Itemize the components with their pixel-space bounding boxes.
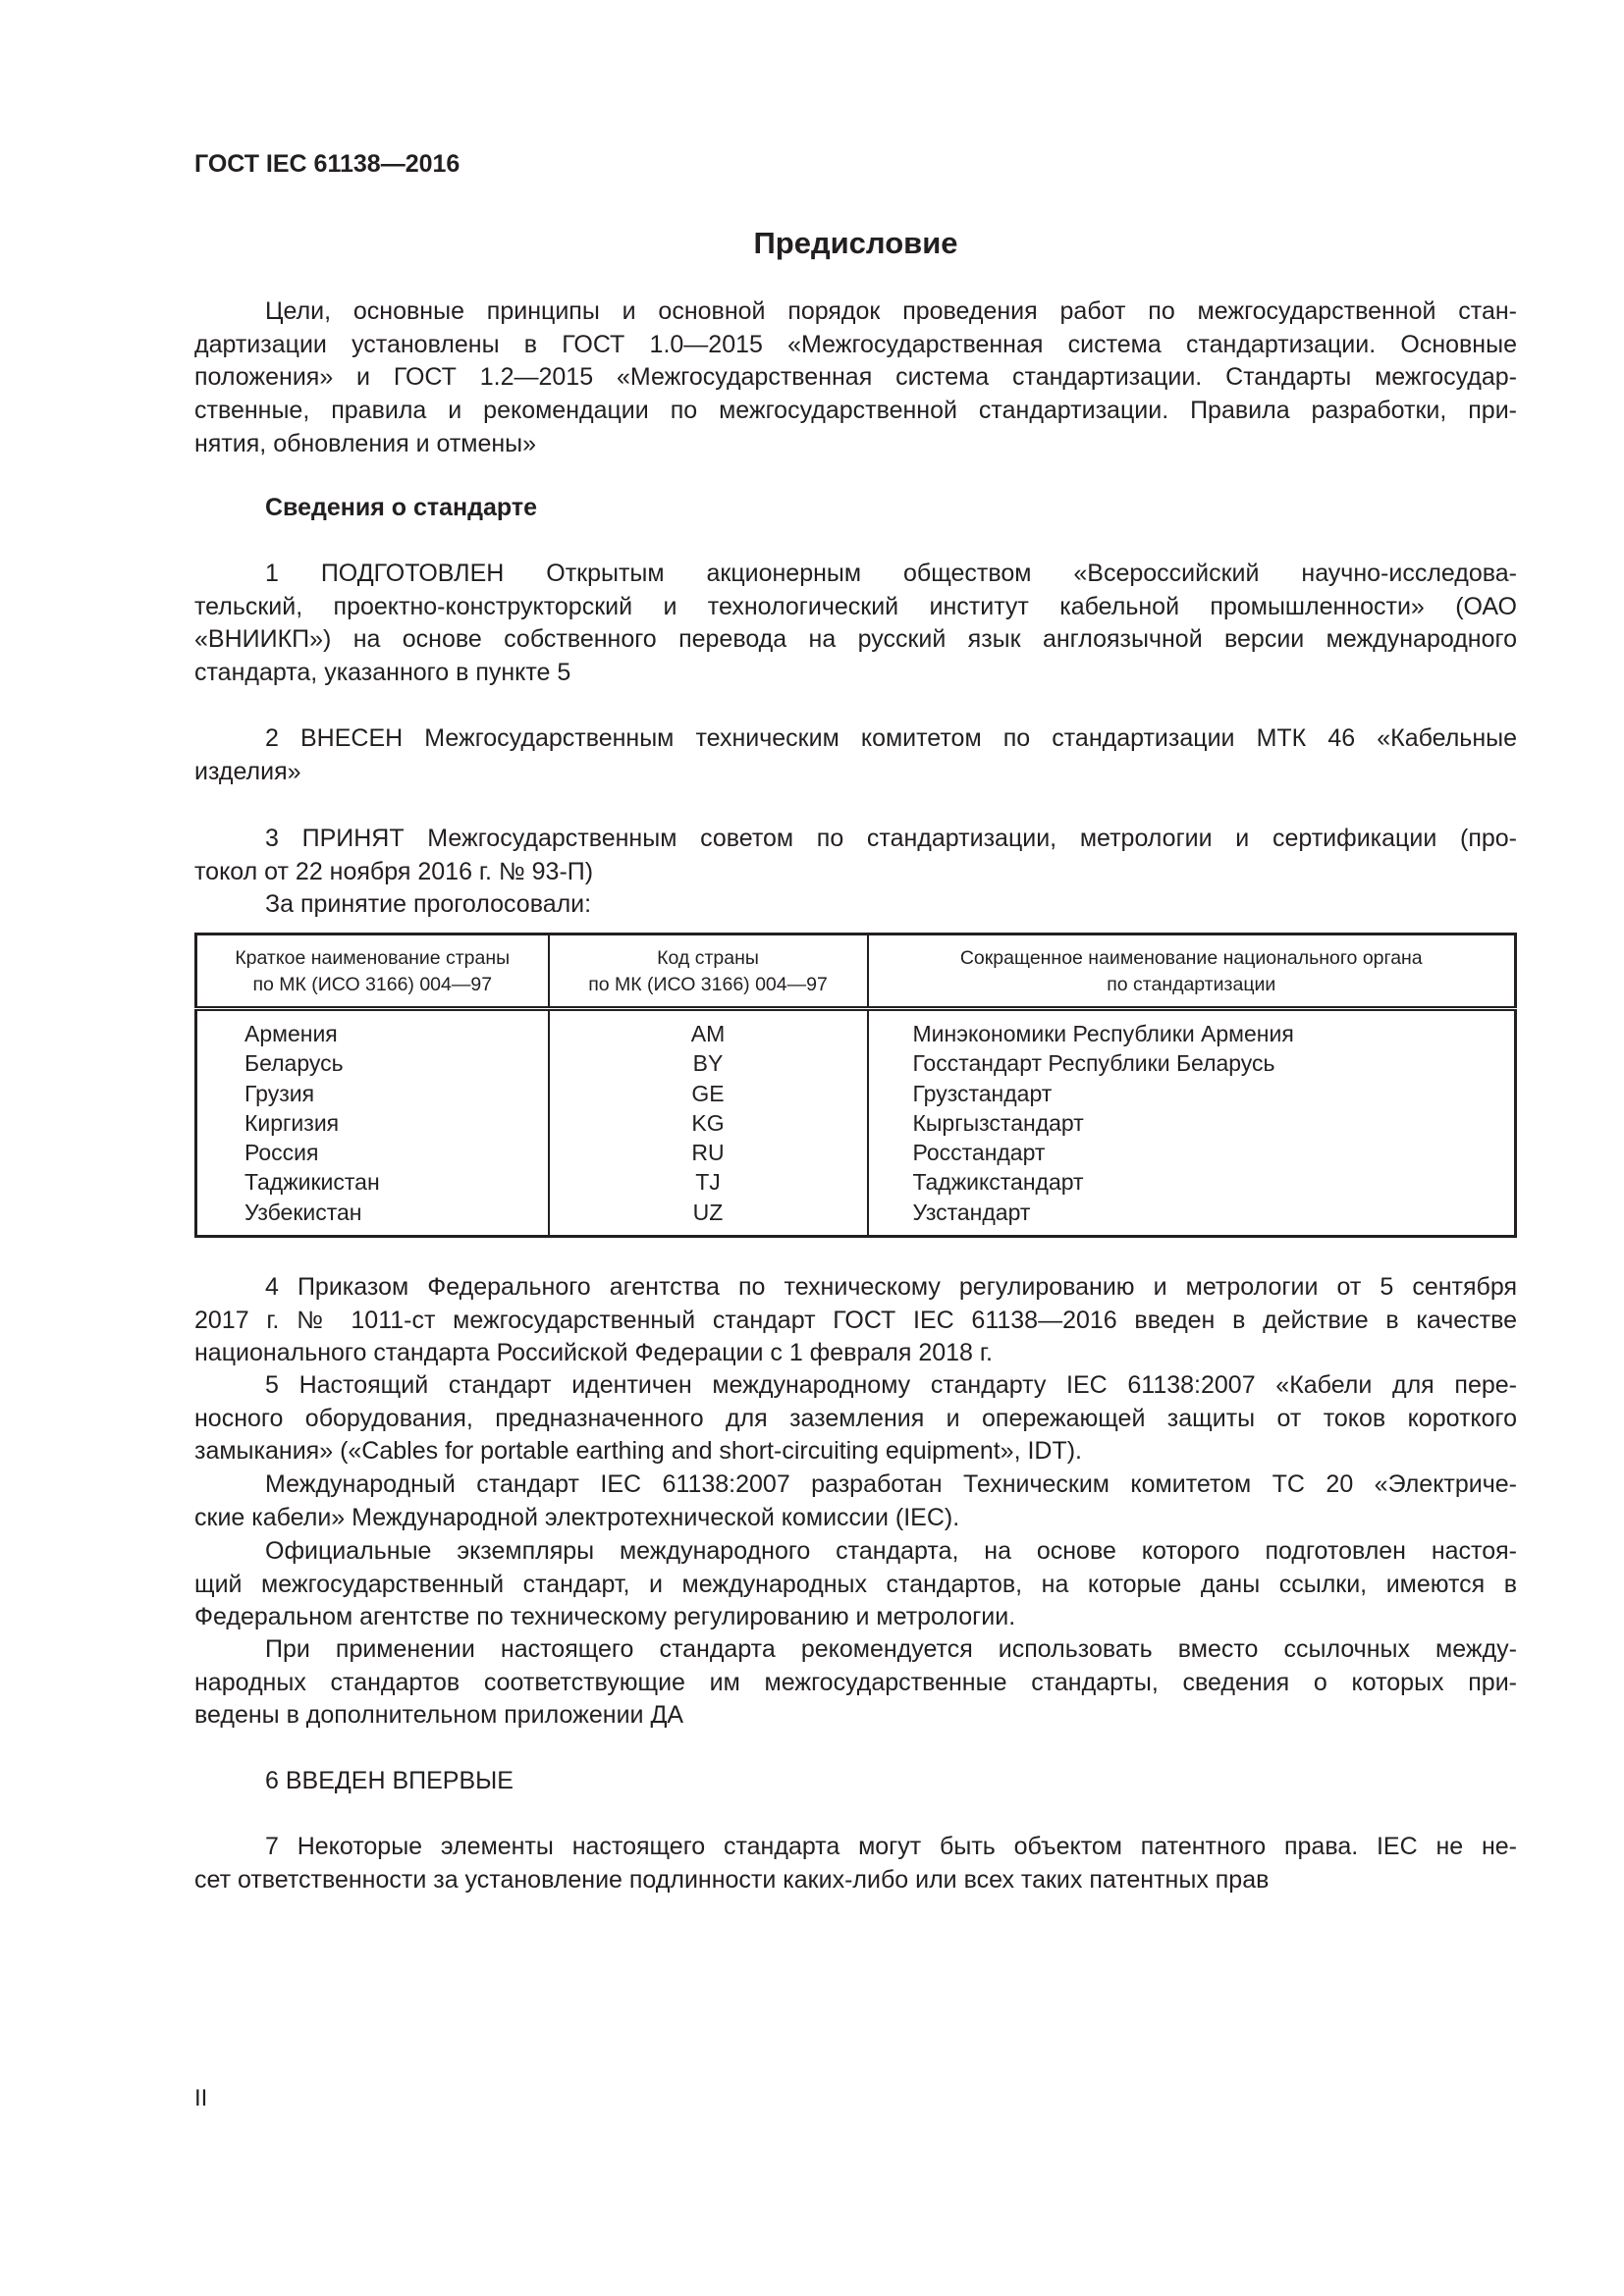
- standards-body: Кыргызстандарт: [912, 1109, 1084, 1136]
- text-line: национального стандарта Российской Федерации с 1 февраля 2018 г.: [194, 1339, 993, 1367]
- item-6: [194, 1765, 1517, 1798]
- item-3: [194, 823, 1517, 888]
- country-name: Узбекистан: [244, 1199, 362, 1225]
- standards-body: Росстандарт: [912, 1140, 1046, 1166]
- text-line: нятия, обновления и отмены»: [194, 429, 537, 457]
- text-line: Международный стандарт IEC 61138:2007 разработан Техническим комитетом ТС 20 «Электриче-: [265, 1470, 1517, 1498]
- standards-body-column: [868, 1009, 1516, 1237]
- country-code: RU: [691, 1140, 725, 1166]
- item-2: [194, 722, 1517, 788]
- text-line: положения» и ГОСТ 1.2—2015 «Межгосударственная система стандартизации. Стандарты межгосудар-: [194, 363, 1517, 392]
- country-name: Армения: [244, 1021, 338, 1046]
- country-name: Таджикистан: [244, 1169, 380, 1196]
- text-line: 5 Настоящий стандарт идентичен международному стандарту IEC 61138:2007 «Кабели для пере-: [265, 1371, 1517, 1399]
- text-line: щий межгосударственный стандарт, и международных стандартов, на которые даны ссылки, имеются в: [194, 1570, 1517, 1598]
- text-line: изделия»: [194, 757, 301, 785]
- country-name: Россия: [244, 1140, 319, 1166]
- country-code: AM: [690, 1021, 726, 1046]
- text-line: Официальные экземпляры международного стандарта, на основе которого подготовлен настоя-: [265, 1537, 1517, 1565]
- item-7: [194, 1831, 1517, 1896]
- text-line: 7 Некоторые элементы настоящего стандарта могут быть объектом патентного права. IEC не не-: [265, 1833, 1517, 1860]
- text-line: дартизации установлены в ГОСТ 1.0—2015 «Межгосударственная система стандартизации. Основные: [194, 330, 1517, 358]
- text-line: ведены в дополнительном приложении ДА: [194, 1701, 684, 1730]
- section-heading: Сведения о стандарте: [265, 494, 538, 521]
- text-line: ские кабели» Международной электротехнической комиссии (IEC).: [194, 1503, 960, 1531]
- item-5-application: [194, 1633, 1517, 1733]
- item-5-committee: [194, 1468, 1517, 1534]
- standards-body: Госстандарт Республики Беларусь: [912, 1050, 1275, 1077]
- standards-body: Таджикстандарт: [912, 1169, 1084, 1196]
- text-line: «ВНИИКП») на основе собственного перевода на русский язык англоязычной версии международного: [194, 625, 1517, 654]
- intro-paragraph: [194, 295, 1517, 460]
- text-line: замыкания» («Cables for portable earthing and short-circuiting equipment», IDT).: [194, 1437, 1083, 1466]
- item-1: [194, 558, 1517, 690]
- text-line: ственные, правила и рекомендации по межгосударственной стандартизации. Правила разработки, при-: [194, 397, 1517, 425]
- text-line: 3 ПРИНЯТ Межгосударственным советом по стандартизации, метрологии и сертификации (про-: [265, 825, 1517, 852]
- page-number: II: [194, 2085, 208, 2111]
- voting-countries-table: [194, 933, 1517, 1238]
- standards-body: Грузстандарт: [912, 1080, 1053, 1106]
- text-line: Цели, основные принципы и основной порядок проведения работ по межгосударственной стан-: [265, 297, 1517, 325]
- text-line: При применении настоящего стандарта рекомендуется использовать вместо ссылочных между-: [265, 1635, 1517, 1663]
- text-line: токол от 22 ноября 2016 г. № 93-П): [194, 857, 594, 885]
- item-5-copies: [194, 1535, 1517, 1634]
- text-line: носного оборудования, предназначенного для заземления и опережающей защиты от токов короткого: [194, 1404, 1517, 1432]
- country-code: UZ: [692, 1199, 724, 1225]
- text-line: 4 Приказом Федерального агентства по техническому регулированию и метрологии от 5 сентября: [265, 1273, 1517, 1301]
- standards-body: Минэкономики Республики Армения: [912, 1021, 1294, 1046]
- document-code: ГОСТ IEC 61138—2016: [194, 150, 460, 178]
- text-line: Федеральном агентстве по техническому регулированию и метрологии.: [194, 1603, 1016, 1631]
- text-line: 6 ВВЕДЕН ВПЕРВЫЕ: [265, 1767, 514, 1794]
- column-header-country: Краткое наименование страны по МК (ИСО 3166) 004—97: [196, 934, 549, 1009]
- table-body-row: [196, 1009, 1516, 1237]
- country-code: GE: [691, 1080, 725, 1106]
- country-name: Киргизия: [244, 1109, 340, 1136]
- item-5: [194, 1369, 1517, 1468]
- country-name: Беларусь: [244, 1050, 344, 1077]
- country-code: KG: [691, 1109, 725, 1136]
- country-code: BY: [692, 1050, 724, 1077]
- column-header-code: Код страны по МК (ИСО 3166) 004—97: [549, 934, 868, 1009]
- standards-body: Узстандарт: [912, 1199, 1031, 1225]
- vote-label: За принятие проголосовали:: [265, 890, 592, 918]
- text-line: 2 ВНЕСЕН Межгосударственным техническим комитетом по стандартизации МТК 46 «Кабельные: [265, 724, 1517, 752]
- text-line: народных стандартов соответствующие им межгосударственные стандарты, сведения о которых при-: [194, 1668, 1517, 1696]
- text-line: 1 ПОДГОТОВЛЕН Открытым акционерным обществом «Всероссийский научно-исследова-: [265, 560, 1517, 587]
- text-line: сет ответственности за установление подлинности каких-либо или всех таких патентных прав: [194, 1865, 1270, 1894]
- country-code: TJ: [695, 1169, 721, 1196]
- country-code-column: [549, 1009, 868, 1237]
- text-line: 2017 г. № 1011-ст межгосударственный стандарт ГОСТ IEC 61138—2016 введен в действие в качестве: [194, 1306, 1517, 1334]
- page-title: Предисловие: [753, 226, 958, 260]
- text-line: стандарта, указанного в пункте 5: [194, 659, 571, 687]
- country-name: Грузия: [244, 1080, 315, 1106]
- column-header-body: Сокращенное наименование национального органа по стандартизации: [868, 934, 1516, 1009]
- country-name-column: [196, 1009, 549, 1237]
- item-4: [194, 1271, 1517, 1370]
- text-line: тельский, проектно-конструкторский и технологический институт кабельной промышленности» (ОАО: [194, 592, 1517, 620]
